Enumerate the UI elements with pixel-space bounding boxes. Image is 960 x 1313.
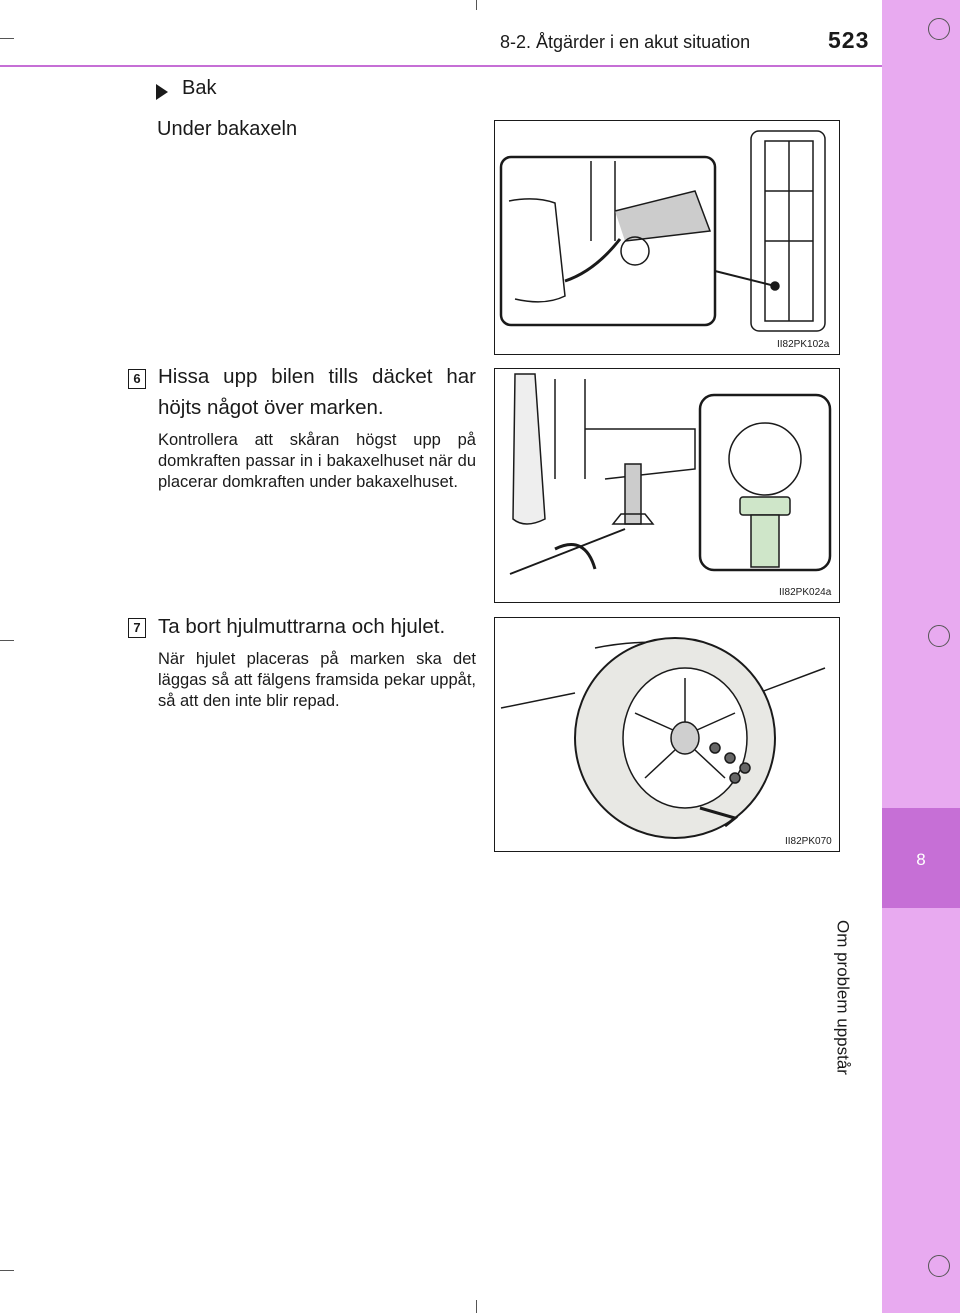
crop-mark [0, 1270, 14, 1271]
step-title: Ta bort hjulmuttrarna och hjulet. [158, 615, 446, 638]
intro-text: Under bakaxeln [157, 118, 298, 140]
triangle-bullet-icon [156, 84, 168, 100]
step-number-badge: 6 [128, 369, 146, 389]
wheel-illustration [495, 618, 839, 851]
figure-code: II82PK024a [779, 587, 832, 598]
step-body: Kontrollera att skåran högst upp på domkraften passar in i bakaxelhuset när du placerar domkraften under bakaxelhuset. [158, 431, 476, 491]
chapter-title-text: Om problem uppstår [833, 920, 853, 1075]
crop-mark [476, 1300, 477, 1313]
registration-mark-icon [928, 18, 950, 40]
step-number-badge: 7 [128, 618, 146, 638]
chapter-number: 8 [916, 850, 926, 869]
crop-mark [0, 640, 14, 641]
crop-mark [476, 0, 477, 10]
figure-jack-placement [494, 368, 840, 603]
chapter-title [833, 920, 940, 1180]
page-number: 523 [828, 27, 870, 53]
registration-mark-icon [928, 625, 950, 647]
figure-rear-axle-jack-point [494, 120, 840, 355]
step-body: När hjulet placeras på marken ska det läggas så att fälgens framsida pekar uppåt, så att den inte blir repad. [158, 650, 476, 710]
step-title: Hissa upp bilen tills däcket har höjts något över marken. [158, 365, 476, 419]
registration-mark-icon [928, 1255, 950, 1277]
figure-code: II82PK102a [777, 339, 830, 350]
figure-code: II82PK070 [785, 836, 832, 847]
rear-axle-illustration [495, 121, 839, 354]
jack-illustration [495, 369, 839, 602]
header-rule [0, 65, 882, 67]
section-title: 8-2. Åtgärder i en akut situation [500, 32, 751, 52]
crop-mark [0, 38, 14, 39]
sub-heading: Bak [182, 77, 217, 99]
figure-wheel-removal [494, 617, 840, 852]
